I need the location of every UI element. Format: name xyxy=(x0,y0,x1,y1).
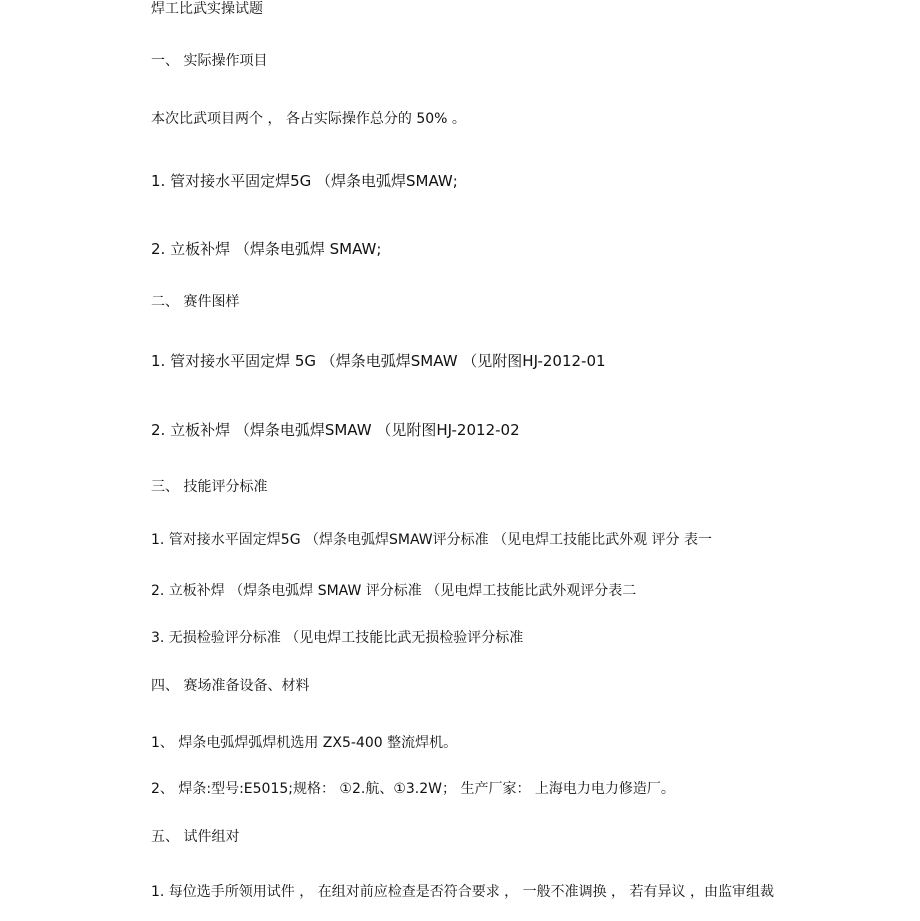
paragraph: 3. 无损检验评分标准 （见电焊工技能比武无损检验评分标准 xyxy=(151,630,524,646)
paragraph: 1. 每位选手所领用试件 ， 在组对前应检查是否符合要求 ， 一般不准调换 ， 若有异议 ，由监审组裁 xyxy=(151,884,774,900)
paragraph: 1、 焊条电弧焊弧焊机选用 ZX5-400 整流焊机。 xyxy=(151,735,458,751)
document-title: 焊工比武实操试题 xyxy=(151,1,263,17)
section-heading: 四、 赛场准备设备、材料 xyxy=(151,678,310,694)
paragraph: 2. 立板补焊 （焊条电弧焊 SMAW; xyxy=(151,240,382,258)
section-heading: 五、 试件组对 xyxy=(151,829,240,845)
paragraph: 1. 管对接水平固定焊 5G （焊条电弧焊SMAW （见附图HJ-2012-01 xyxy=(151,352,606,370)
paragraph: 2、 焊条:型号:E5015;规格： ①2.航、①3.2W； 生产厂家： 上海电力电力修造厂。 xyxy=(151,781,675,797)
paragraph: 1. 管对接水平固定焊5G （焊条电弧焊SMAW评分标准 （见电焊工技能比武外观 评分 表一 xyxy=(151,532,712,548)
paragraph: 本次比武项目两个 ， 各占实际操作总分的 50% 。 xyxy=(151,111,466,127)
section-heading: 二、 赛件图样 xyxy=(151,294,240,310)
paragraph: 2. 立板补焊 （焊条电弧焊SMAW （见附图HJ-2012-02 xyxy=(151,421,520,439)
paragraph: 2. 立板补焊 （焊条电弧焊 SMAW 评分标准 （见电焊工技能比武外观评分表二 xyxy=(151,583,637,599)
paragraph: 1. 管对接水平固定焊5G （焊条电弧焊SMAW; xyxy=(151,172,458,190)
section-heading: 三、 技能评分标准 xyxy=(151,479,268,495)
section-heading: 一、 实际操作项目 xyxy=(151,53,268,69)
